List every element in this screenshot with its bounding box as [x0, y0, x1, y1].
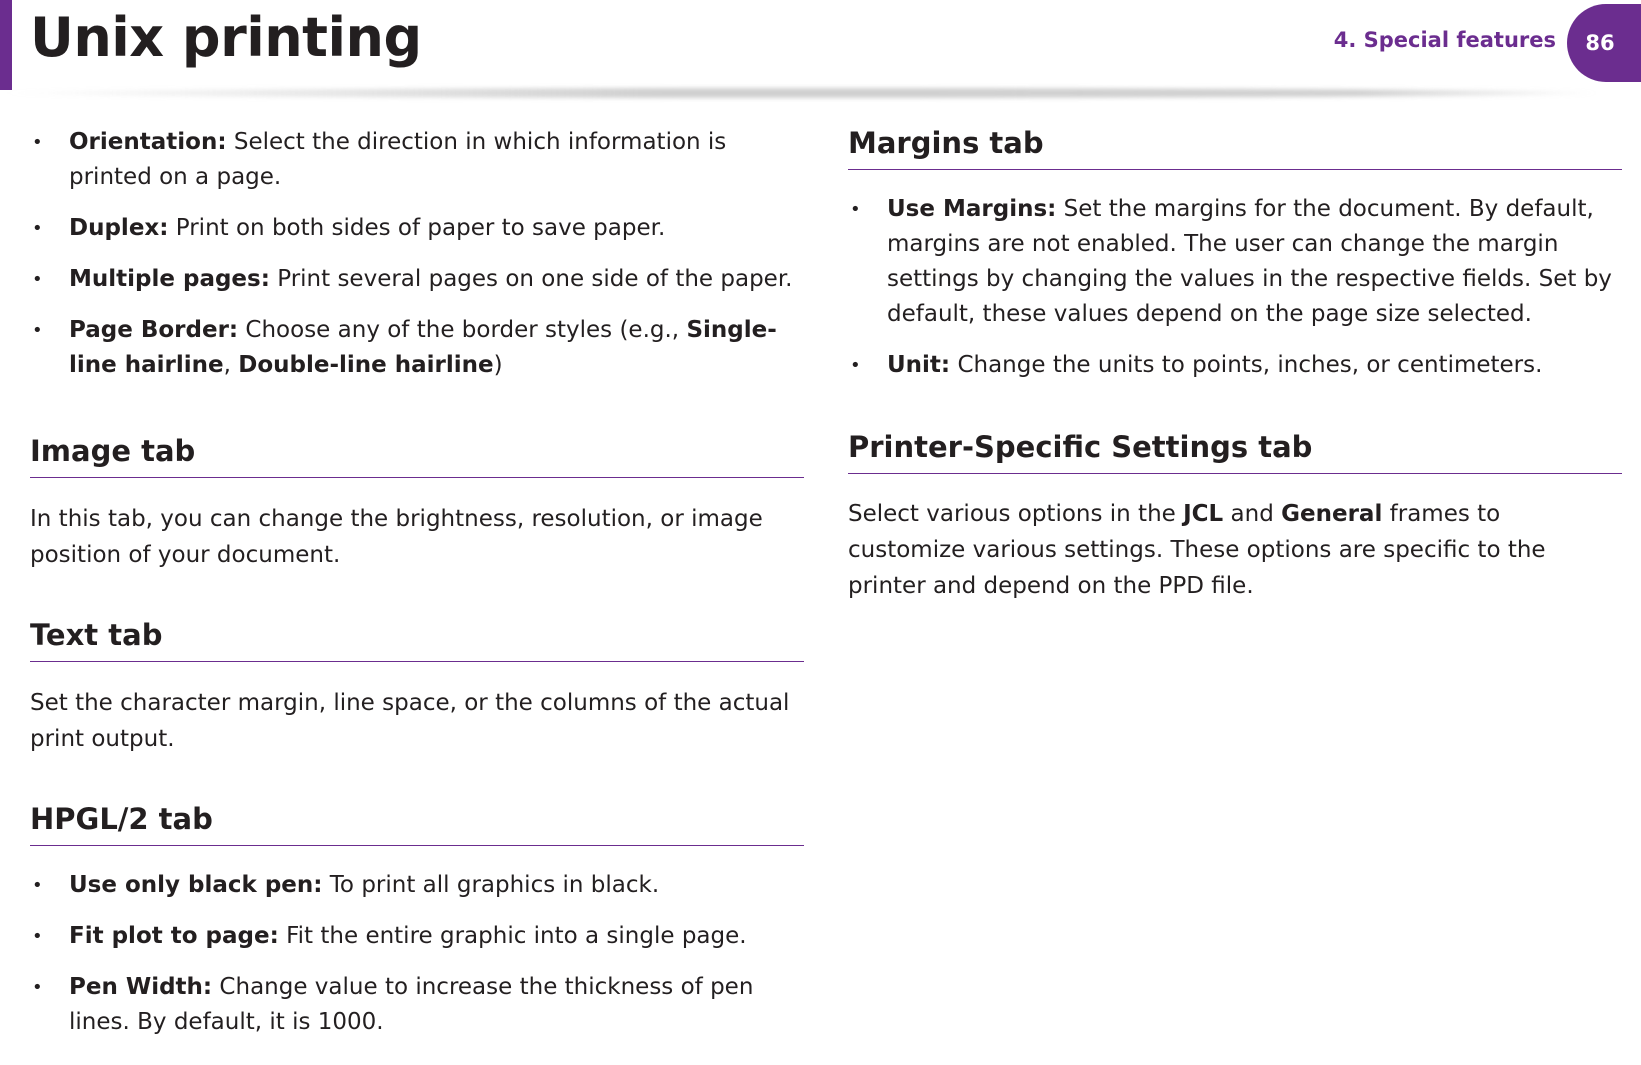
option-list [30, 125, 804, 383]
right-column [848, 125, 1622, 604]
term-page-border: Page Border: [69, 317, 239, 343]
paragraph-image-tab: In this tab, you can change the brightness, resolution, or image position of your document. [30, 506, 763, 568]
desc-duplex: Print on both sides of paper to save paper. [168, 215, 666, 241]
term-unit: Unit: [887, 352, 951, 378]
term-black-pen: Use only black pen: [69, 872, 323, 898]
term-multiple-pages: Multiple pages: [69, 266, 270, 292]
header-divider [0, 88, 1600, 98]
list-item-pen-width [30, 970, 804, 1040]
option-double-line-hairline: Double-line hairline [238, 352, 494, 378]
desc-unit: Change the units to points, inches, or centimeters. [950, 352, 1543, 378]
paragraph-text-tab: Set the character margin, line space, or the columns of the actual print output. [30, 690, 790, 752]
chapter-label: 4. Special features [1333, 28, 1556, 52]
separator: , [223, 352, 239, 378]
list-item-orientation [30, 125, 804, 195]
list-item-fit-plot [30, 919, 804, 954]
term-fit-plot: Fit plot to page: [69, 923, 279, 949]
term-pen-width: Pen Width: [69, 974, 213, 1000]
close-paren: ) [493, 352, 503, 378]
heading-hpgl-tab: HPGL/2 tab [30, 801, 804, 846]
heading-image-tab: Image tab [30, 433, 804, 478]
desc-fit-plot: Fit the entire graphic into a single page. [278, 923, 747, 949]
printer-para-start: Select various options in the [848, 501, 1184, 527]
term-use-margins: Use Margins: [887, 196, 1057, 222]
heading-margins-tab: Margins tab [848, 125, 1622, 170]
margins-option-list [848, 192, 1622, 383]
term-orientation: Orientation: [69, 129, 227, 155]
page-title: Unix printing [30, 6, 422, 69]
term-jcl: JCL [1183, 501, 1224, 527]
desc-orientation: Select the direction in which information is printed on a page. [69, 129, 727, 190]
list-item-page-border [30, 313, 804, 383]
desc-black-pen: To print all graphics in black. [322, 872, 660, 898]
list-item-multiple-pages [30, 262, 804, 297]
list-item-black-pen [30, 868, 804, 903]
page-number: 86 [1585, 31, 1615, 55]
desc-page-border: Choose any of the border styles (e.g., [238, 317, 687, 343]
header-accent-bar [0, 0, 12, 90]
paragraph-printer-specific [848, 496, 1622, 604]
page-number-badge [1567, 4, 1641, 82]
heading-text-tab: Text tab [30, 617, 804, 662]
list-item-use-margins [848, 192, 1622, 332]
printer-para-and: and [1223, 501, 1282, 527]
left-column [30, 125, 804, 1056]
printer-para-end: frames to customize various settings. These options are specific to the printer and depend on the PPD file. [848, 501, 1546, 599]
term-general: General [1281, 501, 1383, 527]
desc-pen-width: Change value to increase the thickness of pen lines. By default, it is 1000. [69, 974, 754, 1035]
list-item-duplex [30, 211, 804, 246]
hpgl-option-list [30, 868, 804, 1040]
desc-multiple-pages: Print several pages on one side of the paper. [269, 266, 793, 292]
desc-use-margins: Set the margins for the document. By default, margins are not enabled. The user can change the margin settings by changing the values in the respective fields. Set by default, these values depend on the page size selected. [887, 196, 1612, 327]
term-duplex: Duplex: [69, 215, 169, 241]
option-single-line-hairline: Single-line hairline [69, 317, 777, 378]
heading-printer-specific-tab: Printer-Specific Settings tab [848, 429, 1622, 474]
list-item-unit [848, 348, 1622, 383]
